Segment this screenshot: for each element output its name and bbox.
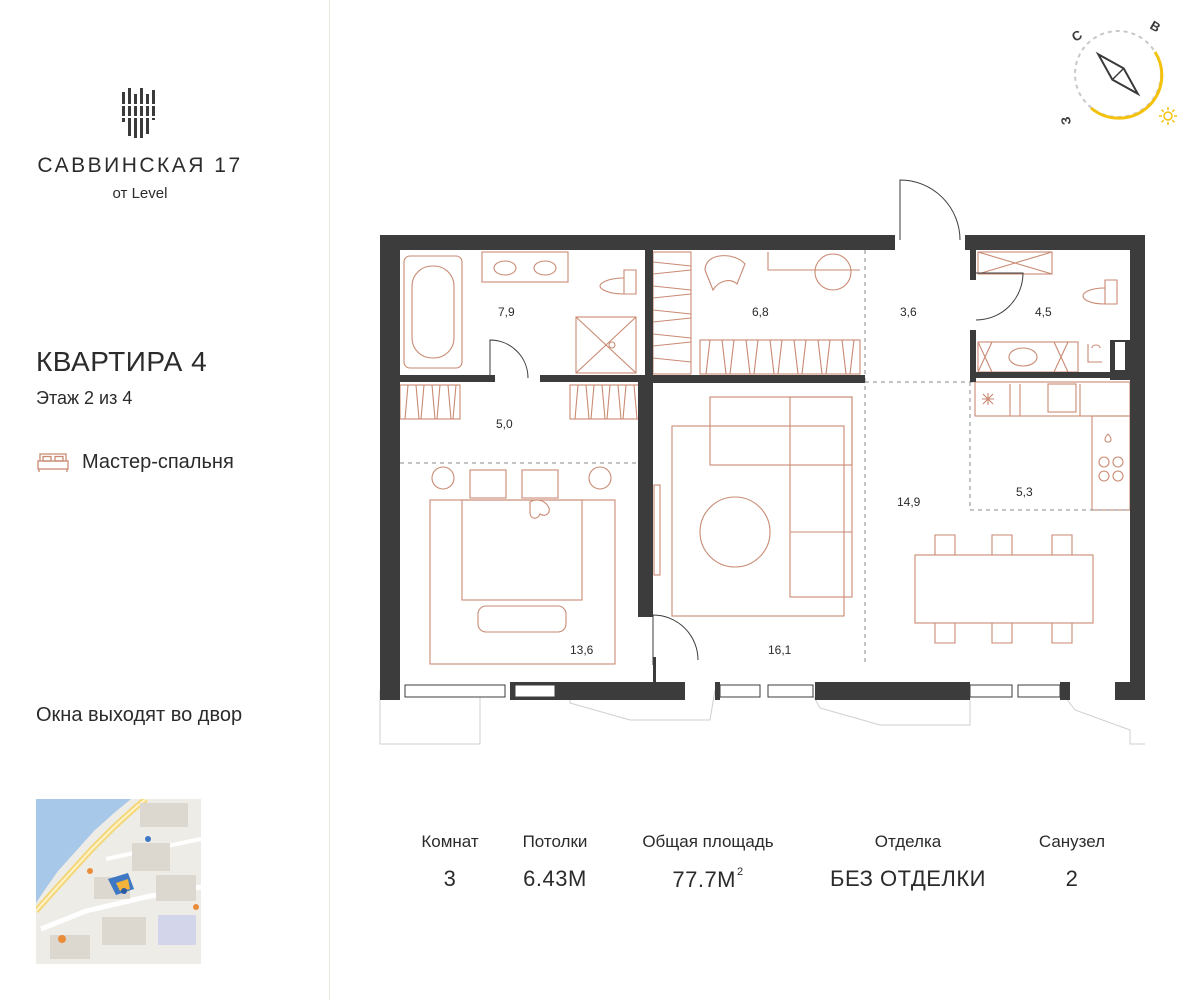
compass-north: С (1069, 26, 1085, 45)
room-area-kitchen-living: 14,9 (897, 495, 921, 509)
room-area-wardrobe: 6,8 (752, 305, 769, 319)
room-area-bath-small: 4,5 (1035, 305, 1052, 319)
floor-plan (370, 160, 1160, 760)
stat-finish (810, 832, 1006, 892)
feature-master-bedroom (36, 450, 234, 474)
room-area-bedroom: 13,6 (570, 643, 594, 657)
feature-label: Мастер-спальня (82, 450, 234, 473)
stat-value-number: 77.7М (672, 867, 737, 892)
stat-ceilings (510, 832, 600, 892)
room-area-hall: 3,6 (900, 305, 917, 319)
compass-east: В (1147, 17, 1164, 36)
room-area-living: 16,1 (768, 643, 792, 657)
compass-west: З (1057, 115, 1074, 127)
apartment-floor: Этаж 2 из 4 (36, 388, 133, 408)
stat-label: Отделка (874, 832, 942, 851)
brand-name: САВВИНСКАЯ 17 (37, 154, 243, 177)
stat-label: Санузел (1038, 832, 1106, 851)
apartment-stats (380, 832, 1160, 912)
stat-rooms (410, 832, 490, 892)
brand-logo-icon (118, 86, 160, 140)
stat-value: 2 (1065, 866, 1079, 891)
stat-total-area (628, 832, 788, 893)
stat-label: Комнат (421, 832, 479, 851)
compass (1055, 12, 1185, 132)
room-area-corridor: 5,0 (496, 417, 513, 431)
windows-orientation: Окна выходят во двор (36, 704, 243, 726)
brand-subtitle: от Level (112, 185, 168, 202)
room-area-kitchen: 5,3 (1016, 485, 1033, 499)
stat-label: Общая площадь (642, 832, 774, 851)
stat-value: 3 (443, 866, 457, 891)
stat-bathrooms (1024, 832, 1120, 892)
stat-value: 6.43М (523, 866, 587, 891)
room-area-bath-main: 7,9 (498, 305, 515, 319)
doors (490, 180, 1023, 665)
bed-icon (36, 450, 70, 474)
sun-icon (1159, 107, 1177, 125)
info-sidebar (0, 0, 330, 1000)
stat-value-unit-sup: 2 (737, 866, 744, 878)
location-map[interactable] (36, 799, 201, 964)
apartment-title: КВАРТИРА 4 (36, 346, 208, 377)
stat-value (628, 866, 788, 893)
stat-value: БЕЗ ОТДЕЛКИ (830, 866, 986, 891)
stat-label: Потолки (522, 832, 588, 851)
